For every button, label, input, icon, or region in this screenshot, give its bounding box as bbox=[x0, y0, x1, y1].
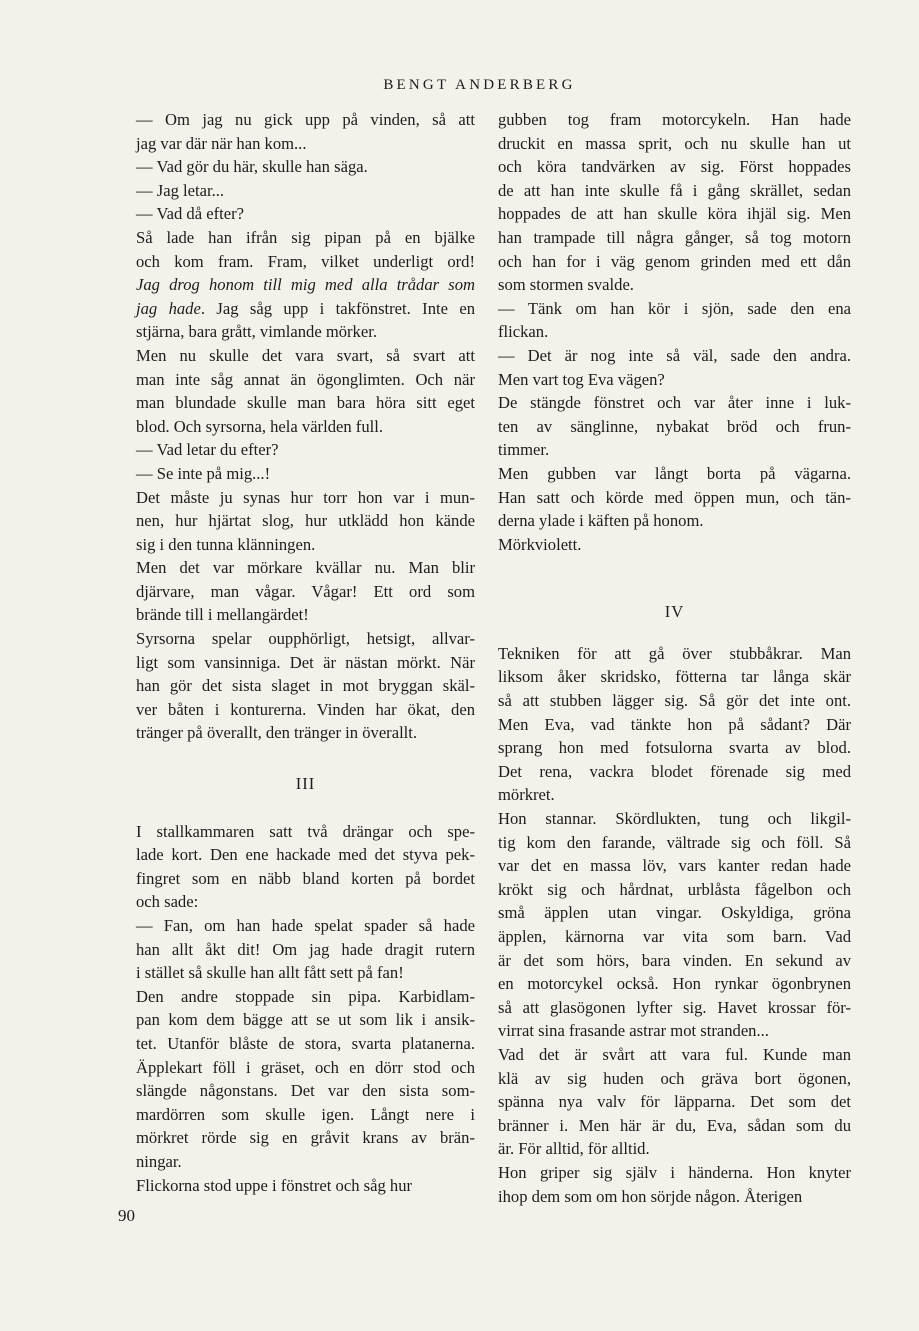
text-line: krökt sig och hårdnat, urblåsta fågelbon och bbox=[498, 879, 851, 899]
text-line: i stället så skulle han allt fått sett på fan! bbox=[136, 963, 404, 983]
text-line: — Vad gör du här, skulle han säga. bbox=[136, 157, 368, 177]
text-line: en motorcykel också. Hon rynkar ögonbrynen bbox=[498, 974, 851, 994]
text-line: djärvare, man vågar. Vågar! Ett ord som bbox=[136, 581, 475, 601]
text-line: och kom fram. Fram, vilket underligt ord! bbox=[136, 251, 475, 271]
paragraph bbox=[136, 914, 475, 985]
text-line: sig i den tunna klänningen. bbox=[136, 534, 316, 554]
text-line: de att han inte skulle få i gång skrället, sedan bbox=[498, 180, 851, 200]
text-line: — Vad letar du efter? bbox=[136, 440, 279, 460]
text-line: — Vad då efter? bbox=[136, 204, 244, 224]
text-line: brände till i mellangärdet! bbox=[136, 605, 309, 625]
text-line: hoppades de att han skulle köra ihjäl sig. Men bbox=[498, 204, 851, 224]
text-line: så att glasögonen lyfter sig. Havet krossar för- bbox=[498, 997, 851, 1017]
paragraph bbox=[136, 627, 475, 745]
text-line: — Se inte på mig...! bbox=[136, 463, 271, 483]
text-line: druckit en massa sprit, och nu skulle han ut bbox=[498, 133, 851, 153]
text-line: ten av sänglinne, nybakat bröd och frun- bbox=[498, 416, 851, 436]
text-line: små äpplen utan vingar. Oskyldiga, gröna bbox=[498, 903, 851, 923]
paragraph bbox=[136, 344, 475, 438]
text-line: som stormen svalde. bbox=[498, 275, 634, 295]
text-line: gubben tog fram motorcykeln. Han hade bbox=[498, 110, 851, 129]
paragraph bbox=[136, 226, 475, 344]
text-line: Tekniken för att gå över stubbåkrar. Man bbox=[498, 643, 851, 663]
section-heading-iii: III bbox=[295, 774, 316, 794]
text-line: — Det är nog inte så väl, sade den andra. bbox=[498, 345, 851, 365]
text-line: klä av sig huden och gräva bort ögonen, bbox=[498, 1068, 851, 1088]
text-line: Men vart tog Eva vägen? bbox=[498, 369, 665, 389]
text-line: Så lade han ifrån sig pipan på en bjälke bbox=[136, 227, 475, 247]
text-line: sprang hon med fotsulorna svarta av blod. bbox=[498, 738, 851, 758]
right-column bbox=[498, 108, 851, 1208]
text-line: ningar. bbox=[136, 1151, 182, 1171]
text-line: är. För alltid, för alltid. bbox=[498, 1139, 650, 1159]
text-line: Hon griper sig själv i händerna. Hon knyter bbox=[498, 1162, 851, 1182]
text-line: Men gubben var långt borta på vägarna. bbox=[498, 463, 851, 483]
paragraph bbox=[136, 820, 475, 914]
text-line: ihop dem som om hon sörjde någon. Återigen bbox=[498, 1186, 803, 1206]
text-line: man blundade skulle man bara höra sitt eget bbox=[136, 393, 475, 413]
section-heading-iv: IV bbox=[664, 602, 685, 622]
text-line: flickan. bbox=[498, 322, 549, 342]
text-line: Men det var mörkare kvällar nu. Man blir bbox=[136, 558, 475, 578]
text-line: mörkret. bbox=[498, 785, 555, 805]
text-line: man inte såg annat än ögonglimten. Och när bbox=[136, 369, 475, 389]
paragraph bbox=[498, 642, 851, 807]
text-line: mörkret rörde sig en gråvit krans av brän- bbox=[136, 1128, 475, 1148]
text-line: Mörkviolett. bbox=[498, 534, 582, 554]
text-line: Vad det är svårt att vara ful. Kunde man bbox=[498, 1044, 851, 1064]
text-line: Men Eva, vad tänkte hon på sådant? Där bbox=[498, 714, 851, 734]
text-line: Syrsorna spelar oupphörligt, hetsigt, allvar- bbox=[136, 629, 475, 649]
text-line: Men nu skulle det vara svart, så svart att bbox=[136, 345, 475, 365]
text-line: spänna nya valv för läpparna. Det som det bbox=[498, 1092, 851, 1112]
right-column-body bbox=[498, 108, 851, 556]
paragraph bbox=[498, 108, 851, 297]
left-column bbox=[136, 108, 475, 1197]
text-line: och sade: bbox=[136, 892, 199, 912]
text-line: slängde någonstans. Det var den sista som- bbox=[136, 1081, 475, 1101]
text-line: Den andre stoppade sin pipa. Karbidlam- bbox=[136, 986, 475, 1006]
text-line: äpplen, kärnorna var vita som barn. Vad bbox=[498, 927, 851, 946]
left-section-body bbox=[136, 820, 475, 1198]
paragraph bbox=[498, 807, 851, 1043]
text-line: blod. Och syrsorna, hela världen full. bbox=[136, 416, 383, 436]
text-line: fingret som en näbb bland korten på bordet bbox=[136, 868, 475, 888]
text-line: Flickorna stod uppe i fönstret och såg hur bbox=[136, 1175, 413, 1195]
text-line: var det en massa löv, vars kanter redan hade bbox=[498, 856, 851, 876]
text-line: mardörren som skulle igen. Långt nere i bbox=[136, 1104, 475, 1124]
text-line: och han for i väg genom grinden med ett dån bbox=[498, 251, 851, 271]
paragraph bbox=[498, 533, 851, 557]
paragraph bbox=[498, 1043, 851, 1161]
text-line: tet. Utanför blåste de stora, svarta platanerna. bbox=[136, 1033, 475, 1053]
text-line: jag var där när han kom... bbox=[136, 133, 307, 153]
text-line: och köra tandvärken av sig. Först hoppades bbox=[498, 157, 851, 177]
paragraph bbox=[136, 1174, 475, 1198]
paragraph bbox=[136, 462, 475, 486]
text-line: Han satt och körde med öppen mun, och tän- bbox=[498, 487, 851, 507]
text-line: ligt som vansinniga. Det är nästan mörkt. När bbox=[136, 652, 475, 672]
text-line: tränger på överallt, den tränger in överallt. bbox=[136, 723, 418, 743]
text-line: bränner i. Men här är du, Eva, sådan som du bbox=[498, 1115, 851, 1135]
page-number: 90 bbox=[118, 1206, 135, 1225]
text-line: Det rena, vackra blodet förenade sig med bbox=[498, 761, 851, 781]
text-line: pan kom dem bägge att se ut som lik i ansik- bbox=[136, 1010, 475, 1030]
text-line: han allt åkt dit! Om jag hade dragit rutern bbox=[136, 939, 475, 959]
text-line: är det som hörs, bara vinden. En sekund av bbox=[498, 950, 851, 970]
text-line: Äpplekart föll i gräset, och en dörr stod och bbox=[136, 1057, 475, 1077]
text-line: timmer. bbox=[498, 440, 550, 460]
text-line: — Jag letar... bbox=[136, 180, 225, 200]
text-line: Jag drog honom till mig med alla trådar som bbox=[136, 275, 475, 295]
paragraph bbox=[136, 486, 475, 557]
text-line: — Fan, om han hade spelat spader så hade bbox=[136, 916, 475, 935]
text-line: jag hade. Jag såg upp i takfönstret. Inte en bbox=[136, 298, 476, 318]
paragraph bbox=[136, 438, 475, 462]
right-section-body bbox=[498, 642, 851, 1208]
text-line: — Om jag nu gick upp på vinden, så att bbox=[136, 110, 475, 129]
text-line: tig kom den farande, vältrade sig och föll. Så bbox=[498, 832, 851, 852]
text-line: han trampade till några gånger, så tog motorn bbox=[498, 227, 851, 247]
paragraph bbox=[136, 179, 475, 203]
text-line: I stallkammaren satt två drängar och spe- bbox=[136, 821, 475, 841]
text-line: stjärna, bara grått, vimlande mörker. bbox=[136, 322, 377, 342]
paragraph bbox=[136, 108, 475, 155]
paragraph bbox=[498, 297, 851, 344]
text-line: han gör det sista slaget in mot bryggan skäl- bbox=[136, 676, 475, 696]
text-line: så att stubben lägger sig. Så gör det inte ont. bbox=[498, 691, 851, 711]
text-line: Det måste ju synas hur torr hon var i mun- bbox=[136, 487, 475, 507]
paragraph bbox=[136, 155, 475, 179]
paragraph bbox=[498, 462, 851, 533]
paragraph bbox=[498, 1161, 851, 1208]
paragraph bbox=[498, 344, 851, 391]
text-line: liksom åker skridsko, fötterna tar långa skär bbox=[498, 667, 851, 687]
text-line: — Tänk om han kör i sjön, sade den ena bbox=[498, 298, 851, 318]
text-line: Hon stannar. Skördlukten, tung och likgil- bbox=[498, 809, 851, 829]
text-line: nen, hur hjärtat slog, hur utklädd hon kände bbox=[136, 511, 475, 531]
text-line: De stängde fönstret och var åter inne i luk- bbox=[498, 393, 851, 413]
paragraph bbox=[136, 985, 475, 1174]
text-line: lade kort. Den ene hackade med det styva pek- bbox=[136, 845, 475, 865]
paragraph bbox=[136, 202, 475, 226]
text-line: derna ylade i käften på honom. bbox=[498, 511, 704, 531]
paragraph bbox=[136, 556, 475, 627]
left-column-body bbox=[136, 108, 475, 745]
text-line: ver båten i konturerna. Vinden har ökat, den bbox=[136, 699, 475, 719]
running-head: BENGT ANDERBERG bbox=[383, 77, 576, 93]
paragraph bbox=[498, 391, 851, 462]
text-line: virrat sina frasande astrar mot stranden... bbox=[498, 1021, 769, 1041]
